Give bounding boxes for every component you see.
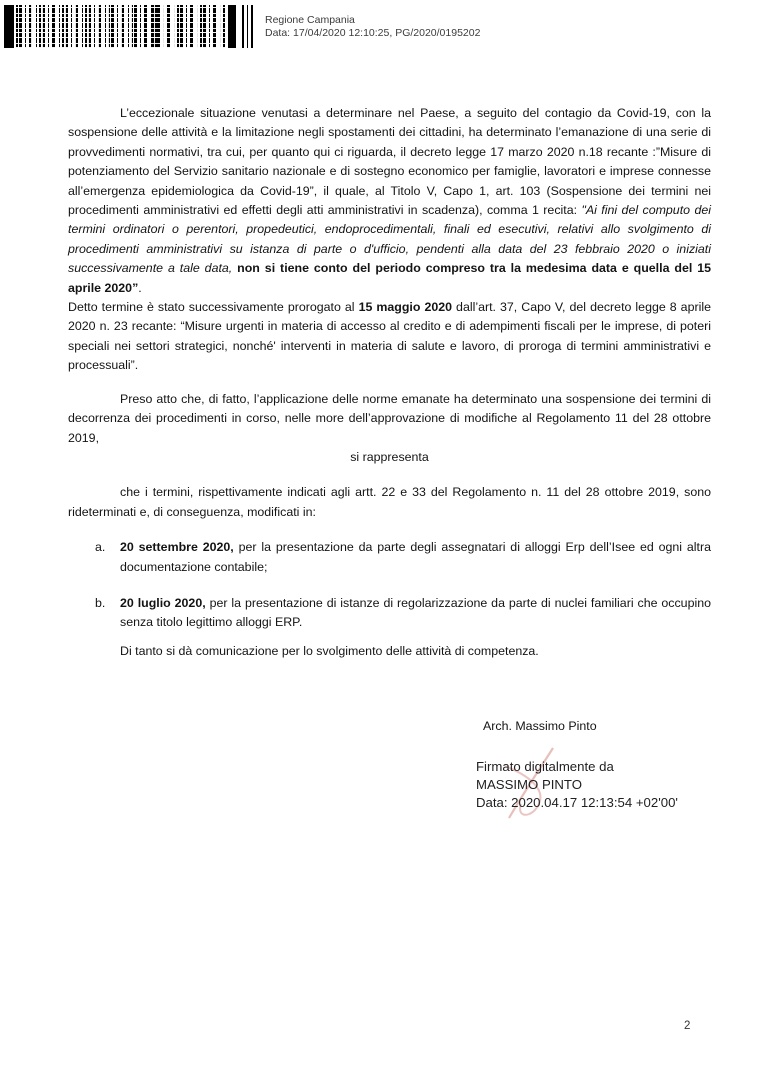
paragraph-preso-atto: Preso atto che, di fatto, l’applicazione delle norme emanate ha determinato una sospensione dei termini di decorrenza dei procedimenti in corso, nelle more dell’approvazione di modifiche al Regolamento 11 del 28 ottobre 2019, xyxy=(68,391,711,445)
page-number: 2 xyxy=(684,1020,691,1032)
barcode-stop-pattern xyxy=(242,5,256,48)
paragraph-proroga: Detto termine è stato successivamente prorogato al 15 maggio 2020 dall’art. 37, Capo V, del decreto legge 8 aprile 2020 n. 23 recante: “Misure urgenti in materia di accesso al credito e di adempimenti fiscali per le imprese, di poteri speciali nei settori strategici, nonché' interventi in materia di salute e lavoro, di proroga di termini amministrativi e processuali”. xyxy=(68,300,711,373)
list-item-a-text: 20 settembre 2020, per la presentazione da parte degli assegnatari di alloggi Erp dell’Isee ed ogni altra documentazione contabile; xyxy=(120,540,711,574)
paragraph-termini: che i termini, rispettivamente indicati agli artt. 22 e 33 del Regolamento n. 11 del 28 ottobre 2019, sono rideterminati e, di conseguenza, modificati in: xyxy=(68,485,711,519)
closing-paragraph: Di tanto si dà comunicazione per lo svolgimento delle attività di competenza. xyxy=(120,643,539,658)
list-item-b-text: 20 luglio 2020, per la presentazione di istanze di regolarizzazione da parte di nuclei familiari che occupino senza titolo legittimo alloggi ERP. xyxy=(120,595,711,630)
signature-line-3: Data: 2020.04.17 12:13:54 +02'00' xyxy=(476,794,678,810)
protocol-stamp xyxy=(265,5,480,39)
list-marker-b: b. xyxy=(95,595,106,610)
signature-line-1: Firmato digitalmente da xyxy=(476,758,614,774)
header-org: Regione Campania xyxy=(265,14,355,26)
barcode-icon xyxy=(4,5,256,48)
document-body xyxy=(68,104,711,812)
header-protocol-line: Data: 17/04/2020 12:10:25, PG/2020/0195202 xyxy=(265,26,481,39)
signer-name: Arch. Massimo Pinto xyxy=(483,719,597,734)
signature-line-2: MASSIMO PINTO xyxy=(476,776,583,792)
si-rappresenta-line: si rappresenta xyxy=(350,449,429,464)
barcode-data-region xyxy=(16,5,226,48)
barcode-end-bar xyxy=(228,5,236,48)
paragraph-premessa: L’eccezionale situazione venutasi a determinare nel Paese, a seguito del contagio da Covid-19, con la sospensione delle attività e la limitazione negli spostamenti dei cittadini, ha determinato l’emanazione di una serie di provvedimenti normativi, tra cui, per quanto qui ci riguarda, il decreto legge 17 marzo 2020 n.18 recante :”Misure di potenziamento del Servizio sanitario nazionale e di sostegno economico per famiglie, lavoratori e imprese connesse all’emergenza epidemiologica da Covid-19”, il quale, al Titolo V, Capo 1, art. 103 (Sospensione dei termini nei procedimenti amministrativi ed effetti degli atti amministrativi in scadenza), comma 1 recita: "Ai fini del computo dei termini ordinatori o perentori, propedeutici, endoprocedimentali, finali ed esecutivi, relativi allo svolgimento di procedimenti amministrativi su istanza di parte o d'ufficio, pendenti alla data del 23 febbraio 2020 o iniziati successivamente a tale data, non si tiene conto del periodo compreso tra la medesima data e quella del 15 aprile 2020”. xyxy=(68,106,711,295)
list-item-b xyxy=(68,594,711,633)
list-marker-a: a. xyxy=(95,540,106,555)
list-item-a xyxy=(68,538,711,577)
protocol-header xyxy=(4,5,480,48)
digital-signature-block xyxy=(476,758,706,812)
deadline-list xyxy=(68,538,711,633)
barcode-start-bar xyxy=(4,5,14,48)
